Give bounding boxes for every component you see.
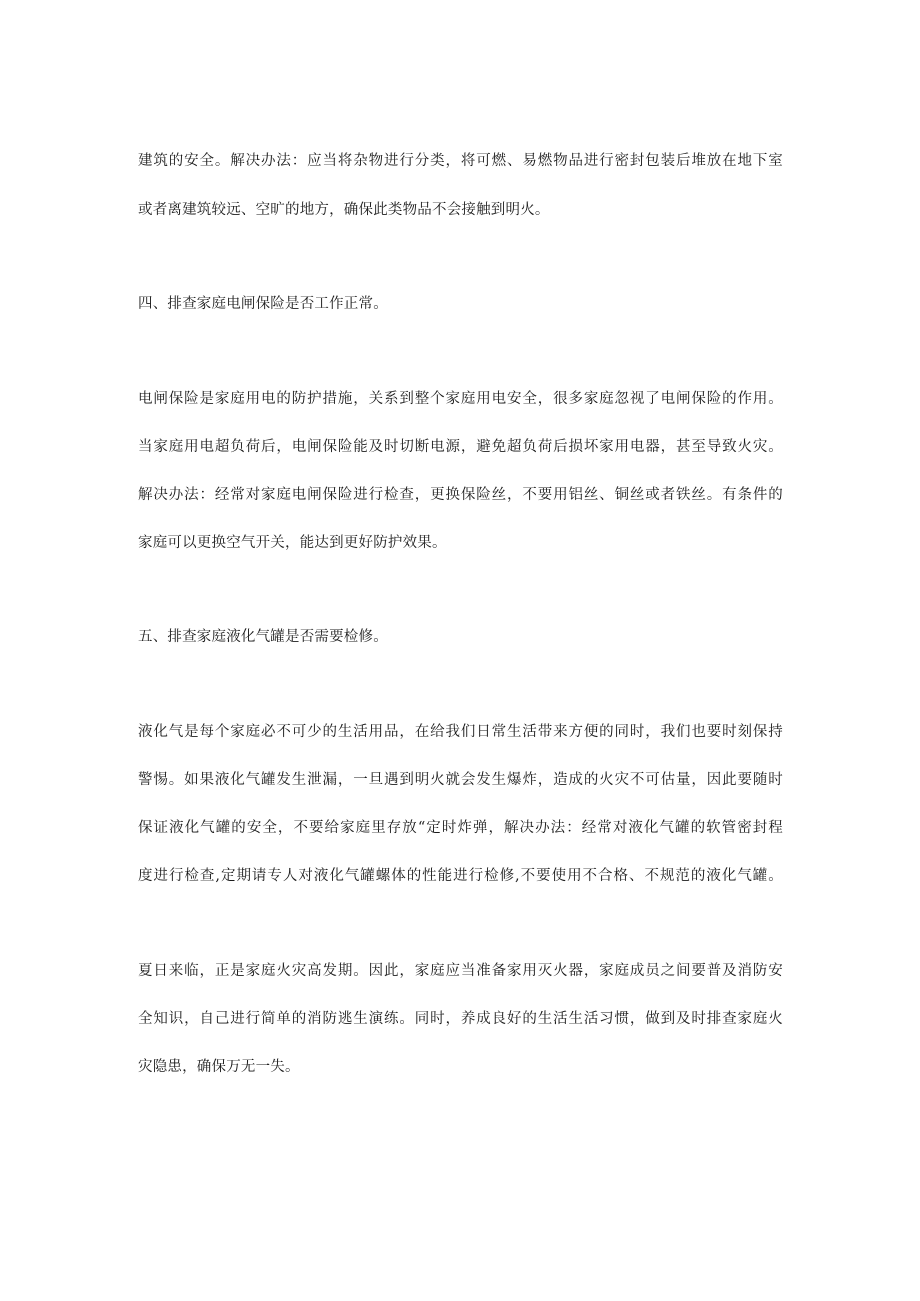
text-line: 液化气是每个家庭必不可少的生活用品，在给我们日常生活带来方便的同时，我们也要时刻保持 [138,724,783,740]
heading-text: 五、排查家庭液化气罐是否需要检修。 [138,629,388,645]
text-line: 保证液化气罐的安全，不要给家庭里存放“定时炸弹，解决办法：经常对液化气罐的软管密封程 [138,820,783,836]
text-line: 全知识，自己进行简单的消防逃生演练。同时，养成良好的生活生活习惯，做到及时排查家庭火 [138,1011,783,1027]
heading-text: 四、排查家庭电闸保险是否工作正常。 [138,296,388,312]
text-line: 解决办法：经常对家庭电闸保险进行检查，更换保险丝，不要用铝丝、铜丝或者铁丝。有条件的 [138,487,783,503]
text-line: 警惕。如果液化气罐发生泄漏，一旦遇到明火就会发生爆炸，造成的火灾不可估量，因此要随时 [138,772,783,788]
text-line: 电闸保险是家庭用电的防护措施，关系到整个家庭用电安全，很多家庭忽视了电闸保险的作用。 [138,391,783,407]
text-line: 建筑的安全。解决办法：应当将杂物进行分类，将可燃、易燃物品进行密封包装后堆放在地下室 [138,153,783,169]
text-line: 度进行检查,定期请专人对液化气罐螺体的性能进行检修,不要使用不合格、不规范的液化气罐。 [138,868,783,884]
text-line: 当家庭用电超负荷后，电闸保险能及时切断电源，避免超负荷后损坏家用电器，甚至导致火灾。 [138,439,783,455]
text-line: 灾隐患，确保万无一失。 [138,1059,300,1075]
text-line: 家庭可以更换空气开关，能达到更好防护效果。 [138,535,447,551]
text-line: 或者离建筑较远、空旷的地方，确保此类物品不会接触到明火。 [138,202,550,218]
text-line: 夏日来临，正是家庭火灾高发期。因此，家庭应当准备家用灭火器，家庭成员之间要普及消防安 [138,963,783,979]
